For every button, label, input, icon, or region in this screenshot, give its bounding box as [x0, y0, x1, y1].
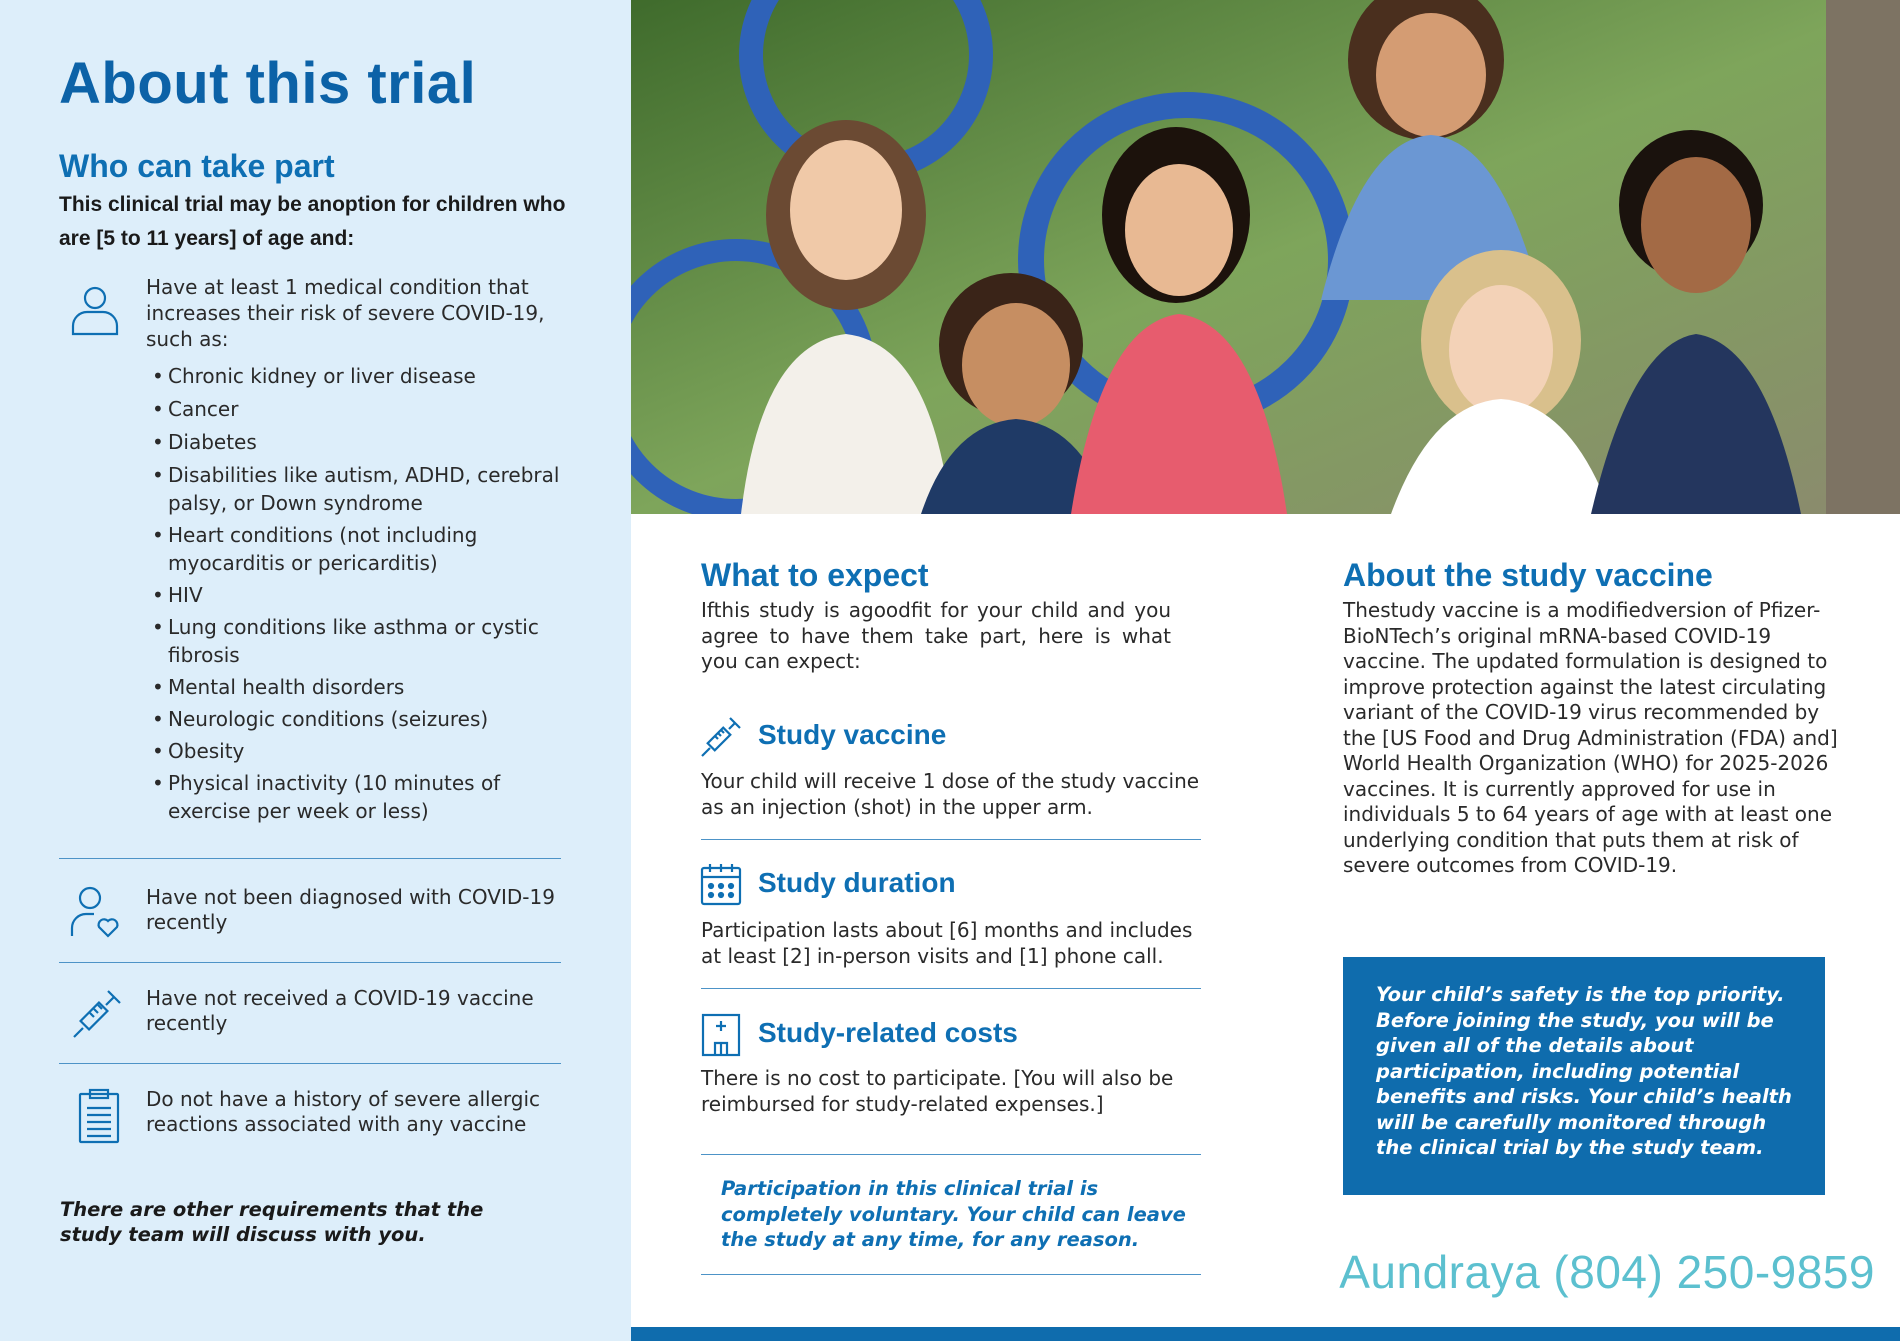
divider — [59, 962, 561, 963]
study-costs-text: There is no cost to participate. [You will also be reimbursed for study-related expenses.] — [701, 1066, 1174, 1116]
voluntary-note: Participation in this clinical trial is completely voluntary. Your child can leave the study at any time, for any reason. — [721, 1177, 1186, 1251]
divider — [701, 839, 1201, 840]
children-photo — [631, 0, 1900, 514]
what-to-expect-heading: What to expect — [701, 557, 929, 593]
eligibility-intro: This clinical trial may be anoption for children who are [5 to 11 years] of age and: — [59, 193, 566, 250]
list-item: • Obesity — [152, 737, 572, 765]
syringe-icon — [68, 985, 126, 1043]
criterion-no-allergy: Do not have a history of severe allergic reactions associated with any vaccine — [146, 1087, 541, 1136]
study-duration-text: Participation lasts about [6] months and includes at least [2] in-person visits and [1] phone call. — [701, 918, 1193, 968]
calendar-icon — [698, 862, 744, 908]
divider — [59, 858, 561, 859]
list-item: • Chronic kidney or liver disease — [152, 362, 572, 390]
divider — [701, 1274, 1201, 1275]
list-item: • Diabetes — [152, 428, 572, 456]
about-vaccine-text: Thestudy vaccine is a modifiedversion of Pfizer-BioNTech’s original mRNA-based COVID-19 vaccine. The updated formulation is designed to improve protection against the latest circulating variant of the COVID-19 virus recommended by the [US Food and Drug Administration (FDA) and] World Health Organization (WHO) for 2025-2026 vaccines. It is currently approved for use in individuals 5 to 64 years of age with at least one underlying condition that puts them at risk of severe outcomes from COVID-19. — [1343, 598, 1838, 877]
who-can-take-part-heading: Who can take part — [59, 148, 335, 184]
contact-phone[interactable]: Aundraya (804) 250-9859 — [1339, 1246, 1875, 1298]
criterion-no-covid: Have not been diagnosed with COVID-19 recently — [146, 885, 555, 934]
list-item: • HIV — [152, 581, 572, 609]
about-vaccine-heading: About the study vaccine — [1343, 557, 1713, 593]
divider — [701, 988, 1201, 989]
syringe-icon — [698, 714, 744, 760]
study-vaccine-text: Your child will receive 1 dose of the study vaccine as an injection (shot) in the upper arm. — [701, 769, 1200, 819]
study-duration-heading: Study duration — [758, 867, 956, 898]
condition-list — [152, 362, 572, 825]
expect-intro: Ifthis study is agoodfit for your child and you agree to have them take part, here is what you can expect: — [701, 598, 1171, 673]
clipboard-icon — [70, 1088, 128, 1146]
hospital-icon — [698, 1012, 744, 1058]
study-vaccine-heading: Study vaccine — [758, 719, 947, 750]
criterion-no-vaccine: Have not received a COVID-19 vaccine recently — [146, 986, 534, 1035]
person-icon — [66, 282, 124, 340]
list-item: • Cancer — [152, 395, 572, 423]
safety-callout: Your child’s safety is the top priority. Before joining the study, you will be given all of the details about participation, including potential benefits and risks. Your child’s health will be carefully monitored through the clinical trial by the study team. — [1343, 957, 1825, 1195]
bottom-bar — [631, 1327, 1900, 1341]
divider — [59, 1063, 561, 1064]
list-item: • Lung conditions like asthma or cystic fibrosis — [152, 613, 572, 669]
left-panel — [0, 0, 631, 1341]
list-item: • Heart conditions (not including myocarditis or pericarditis) — [152, 521, 572, 577]
study-costs-heading: Study-related costs — [758, 1017, 1018, 1048]
list-item: • Disabilities like autism, ADHD, cerebral palsy, or Down syndrome — [152, 461, 572, 517]
page-title: About this trial — [59, 51, 477, 116]
divider — [701, 1154, 1201, 1155]
other-requirements-note: There are other requirements that the study team will discuss with you. — [60, 1198, 484, 1246]
list-item: • Neurologic conditions (seizures) — [152, 705, 572, 733]
list-item: • Mental health disorders — [152, 673, 572, 701]
list-item: • Physical inactivity (10 minutes of exercise per week or less) — [152, 769, 572, 825]
person-heart-icon — [66, 884, 124, 942]
criterion-medical-condition: Have at least 1 medical condition that increases their risk of severe COVID-19, such as: — [146, 275, 545, 351]
